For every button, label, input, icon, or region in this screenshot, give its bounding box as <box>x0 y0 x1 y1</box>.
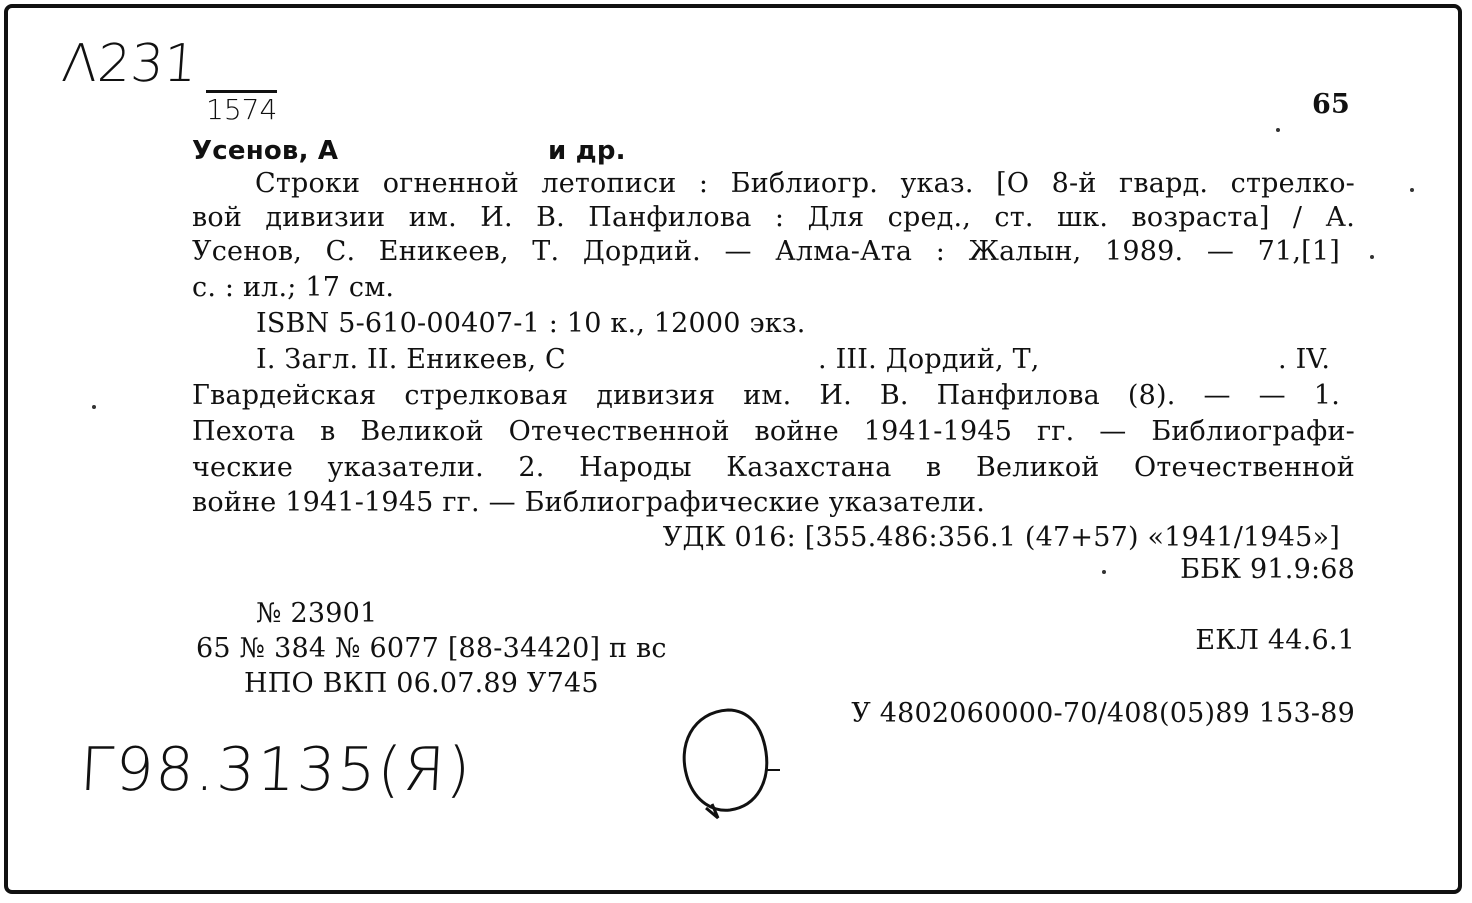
handwritten-shelfmark-top-sub: 1574 <box>206 90 277 125</box>
record-line-4: с. : ил.; 17 см. <box>192 272 395 303</box>
tracing-part-1: I. Загл. II. Еникеев, С <box>256 344 566 375</box>
subject-line-2: Пехота в Великой Отечественной войне 1941-1945 гг. — Библиографи- <box>192 416 1355 447</box>
tracing-part-2: . III. Дордий, Т, <box>818 344 1040 375</box>
subject-line-1: Гвардейская стрелковая дивизия им. И. В. Панфилова (8). — — 1. <box>192 380 1340 411</box>
scan-speck <box>1410 188 1414 192</box>
scan-speck <box>92 405 96 409</box>
handwritten-shelfmark-bottom: Г98.3135(Я) <box>78 735 474 805</box>
scan-speck <box>1370 255 1374 259</box>
ekl-code: ЕКЛ 44.6.1 <box>1195 625 1355 656</box>
scan-speck <box>1276 128 1280 132</box>
footer-line-3: НПО ВКП 06.07.89 У745 <box>244 668 599 699</box>
record-line-1: Строки огненной летописи : Библиогр. указ. [О 8-й гвард. стрелко- <box>255 168 1355 199</box>
subject-line-4: войне 1941-1945 гг. — Библиографические указатели. <box>192 487 986 518</box>
footer-code: У 4802060000-70/408(05)89 153-89 <box>851 698 1355 729</box>
record-line-3: Усенов, С. Еникеев, Т. Дордий. — Алма-Ата : Жалын, 1989. — 71,[1] <box>192 236 1340 267</box>
author-heading: Усенов, А <box>192 136 339 166</box>
subject-line-3: ческие указатели. 2. Народы Казахстана в Великой Отечественной <box>192 452 1355 483</box>
footer-line-2: 65 № 384 № 6077 [88-34420] п вс <box>196 633 667 664</box>
bbk-code: ББК 91.9:68 <box>1180 554 1355 585</box>
footer-number: № 23901 <box>256 598 378 629</box>
author-heading-others: и др. <box>548 136 626 166</box>
isbn-line: ISBN 5-610-00407-1 : 10 к., 12000 экз. <box>256 308 806 339</box>
handwritten-shelfmark-top: Λ231 <box>59 34 199 94</box>
record-line-2: вой дивизии им. И. В. Панфилова : Для сред., ст. шк. возраста] / А. <box>192 202 1355 233</box>
page-number: 65 <box>1312 89 1350 120</box>
udk-code: УДК 016: [355.486:356.1 (47+57) «1941/1945»] <box>662 522 1340 553</box>
hand-drawn-circle-mark <box>668 700 788 830</box>
scan-speck <box>1102 570 1106 574</box>
tracing-part-3: . IV. <box>1278 344 1331 375</box>
